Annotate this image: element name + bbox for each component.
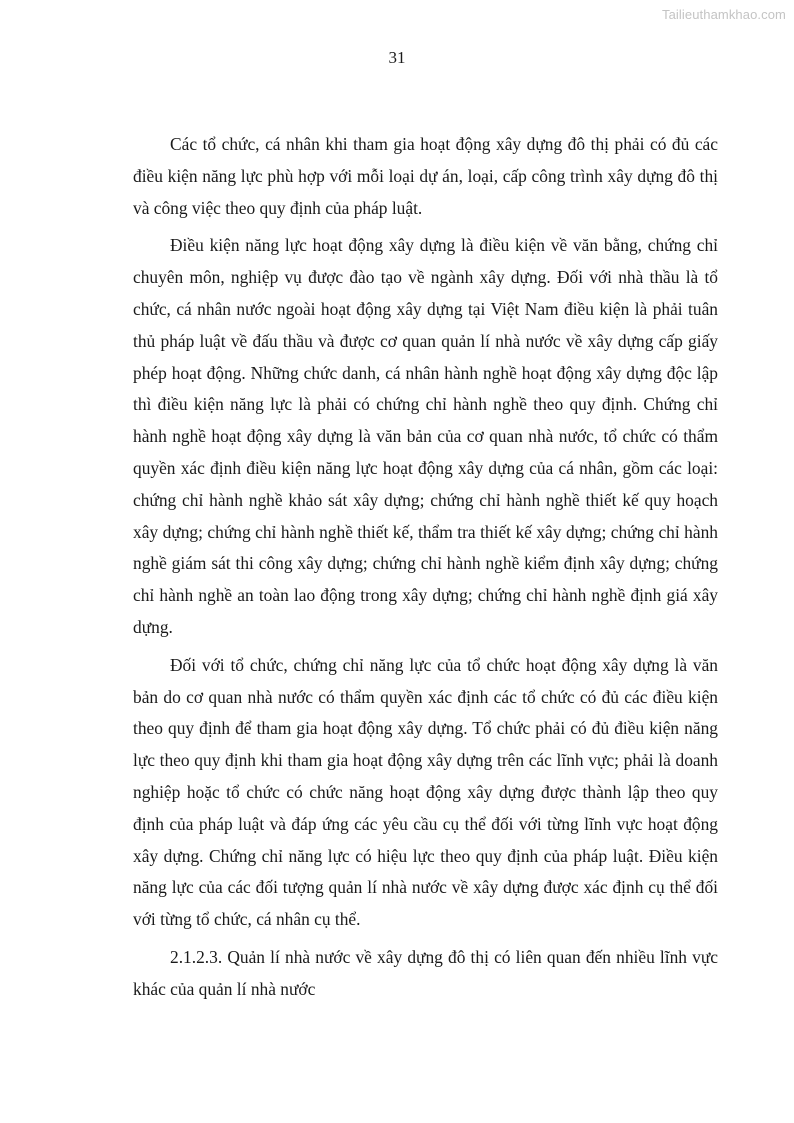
- section-heading-2-1-2-3: 2.1.2.3. Quản lí nhà nước về xây dựng đô thị có liên quan đến nhiều lĩnh vực khác của quản lí nhà nước: [133, 946, 718, 999]
- paragraph-1: Các tổ chức, cá nhân khi tham gia hoạt động xây dựng đô thị phải có đủ các điều kiện năng lực phù hợp với mỗi loại dự án, loại, cấp công trình xây dựng đô thị và công việc theo quy định của pháp luật.: [133, 134, 718, 218]
- paragraph-3: Đối với tổ chức, chứng chỉ năng lực của tổ chức hoạt động xây dựng là văn bản do cơ quan nhà nước có thẩm quyền xác định các tổ chức có đủ các điều kiện theo quy định để tham gia hoạt động xây dựng. Tổ chức phải có đủ điều kiện năng lực theo quy định khi tham gia hoạt động xây dựng trên các lĩnh vực; phải là doanh nghiệp hoặc tổ chức có chức năng hoạt động xây dựng được thành lập theo quy định của pháp luật và đáp ứng các yêu cầu cụ thể đối với từng lĩnh vực hoạt động xây dựng. Chứng chỉ năng lực có hiệu lực theo quy định của pháp luật. Điều kiện năng lực của các đối tượng quản lí nhà nước về xây dựng được xác định cụ thể đối với từng tổ chức, cá nhân cụ thể.: [133, 654, 718, 930]
- watermark: Tailieuthamkhao.com: [661, 7, 786, 22]
- page-number: 31: [388, 48, 406, 67]
- page-body: [133, 129, 718, 1012]
- paragraph-2: Điều kiện năng lực hoạt động xây dựng là điều kiện về văn bằng, chứng chỉ chuyên môn, nghiệp vụ được đào tạo về ngành xây dựng. Đối với nhà thầu là tổ chức, cá nhân nước ngoài hoạt động xây dựng tại Việt Nam điều kiện là phải tuân thủ pháp luật về đấu thầu và được cơ quan quản lí nhà nước về xây dựng cấp giấy phép hoạt động. Những chức danh, cá nhân hành nghề hoạt động xây dựng độc lập thì điều kiện năng lực là phải có chứng chỉ hành nghề theo quy định. Chứng chỉ hành nghề hoạt động xây dựng là văn bản của cơ quan nhà nước, tổ chức có thẩm quyền xác định điều kiện năng lực hoạt động xây dựng của cá nhân, gồm các loại: chứng chỉ hành nghề khảo sát xây dựng; chứng chỉ hành nghề thiết kế quy hoạch xây dựng; chứng chỉ hành nghề thiết kế, thẩm tra thiết kế xây dựng; chứng chỉ hành nghề giám sát thi công xây dựng; chứng chỉ hành nghề kiểm định xây dựng; chứng chỉ hành nghề an toàn lao động trong xây dựng; chứng chỉ hành nghề định giá xây dựng.: [133, 235, 718, 637]
